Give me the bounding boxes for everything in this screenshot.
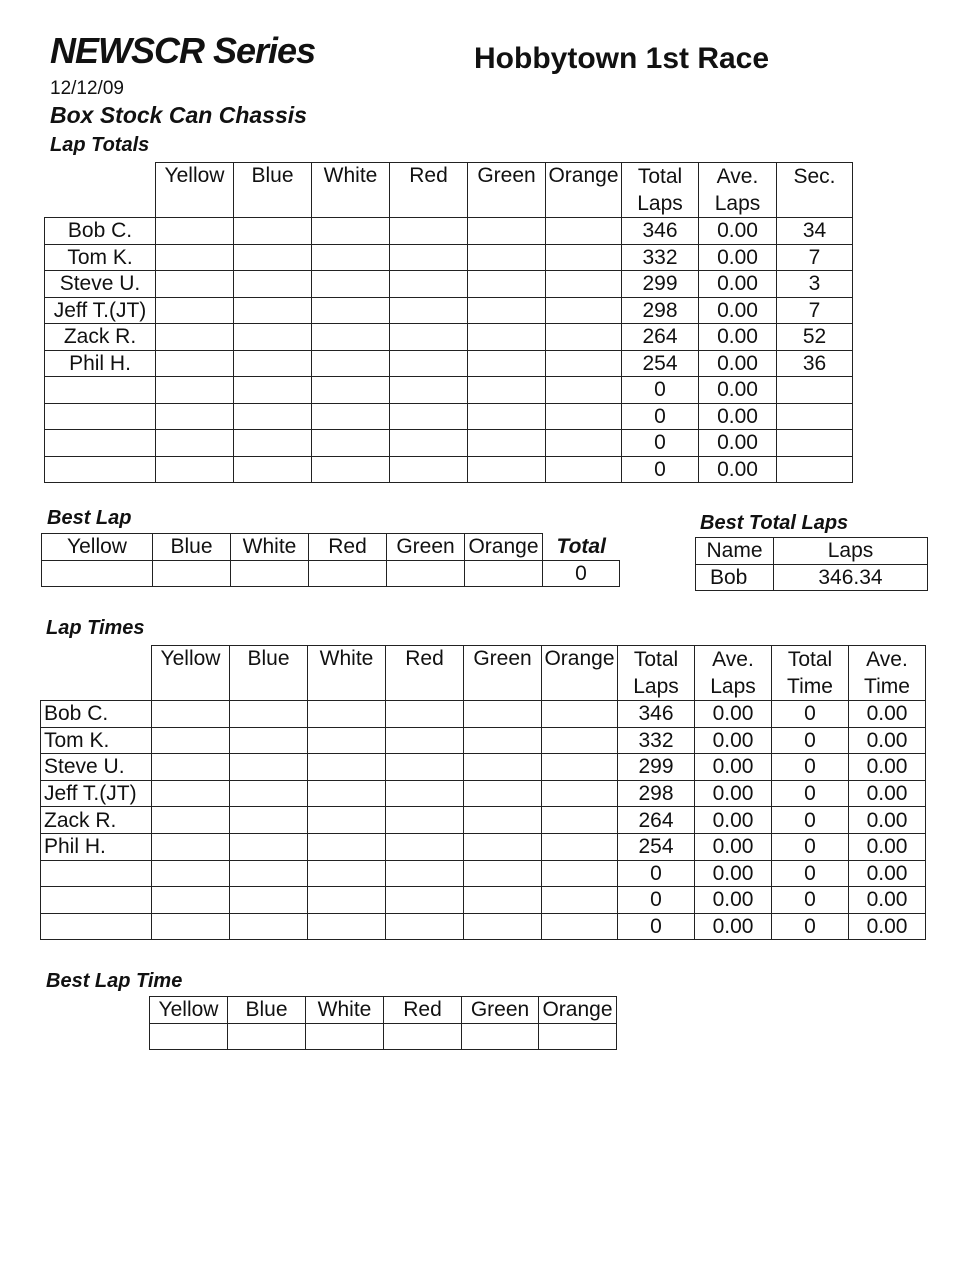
column-header-ave-laps: Ave. Laps bbox=[695, 646, 772, 701]
column-header-orange: Orange bbox=[546, 163, 622, 218]
color-lap-cell bbox=[234, 218, 312, 245]
column-header-orange: Orange bbox=[542, 646, 618, 701]
driver-name: Phil H. bbox=[45, 350, 156, 377]
ave-laps-cell: 0.00 bbox=[699, 403, 777, 430]
ave-laps-cell: 0.00 bbox=[695, 913, 772, 940]
column-header-ave-laps: Ave. Laps bbox=[699, 163, 777, 218]
color-time-cell bbox=[152, 780, 230, 807]
lap-totals-table bbox=[44, 162, 853, 483]
color-lap-cell bbox=[468, 350, 546, 377]
header-blank bbox=[41, 646, 152, 701]
color-time-cell bbox=[542, 887, 618, 914]
color-time-cell bbox=[542, 780, 618, 807]
color-time-cell bbox=[386, 727, 464, 754]
color-time-cell bbox=[308, 913, 386, 940]
color-lap-cell bbox=[390, 244, 468, 271]
table-row bbox=[45, 271, 853, 298]
total-time-cell: 0 bbox=[772, 833, 849, 860]
column-header-yellow: Yellow bbox=[150, 997, 228, 1024]
driver-name: Steve U. bbox=[45, 271, 156, 298]
color-lap-cell bbox=[234, 377, 312, 404]
color-time-cell bbox=[230, 807, 308, 834]
column-header-yellow: Yellow bbox=[42, 534, 153, 561]
total-time-cell: 0 bbox=[772, 913, 849, 940]
color-time-cell bbox=[230, 754, 308, 781]
sec-cell: 7 bbox=[777, 244, 853, 271]
sec-cell: 52 bbox=[777, 324, 853, 351]
ave-time-cell: 0.00 bbox=[849, 780, 926, 807]
color-lap-cell bbox=[546, 403, 622, 430]
total-time-cell: 0 bbox=[772, 807, 849, 834]
total-laps-cell: 0 bbox=[618, 860, 695, 887]
color-time-cell bbox=[464, 807, 542, 834]
color-lap-cell bbox=[234, 456, 312, 483]
color-lap-cell bbox=[234, 403, 312, 430]
lap-times-label: Lap Times bbox=[46, 617, 145, 639]
driver-name: Zack R. bbox=[45, 324, 156, 351]
color-time-cell bbox=[308, 860, 386, 887]
color-lap-cell bbox=[390, 324, 468, 351]
color-lap-cell bbox=[156, 350, 234, 377]
driver-name: Tom K. bbox=[45, 244, 156, 271]
column-header-orange: Orange bbox=[539, 997, 617, 1024]
color-lap-cell bbox=[156, 377, 234, 404]
color-time-cell bbox=[542, 754, 618, 781]
color-time-cell bbox=[386, 887, 464, 914]
color-time-cell bbox=[308, 701, 386, 728]
color-time-cell bbox=[308, 833, 386, 860]
best-lap-time-table bbox=[149, 996, 617, 1050]
color-lap-cell bbox=[390, 350, 468, 377]
color-lap-cell bbox=[156, 403, 234, 430]
ave-time-cell: 0.00 bbox=[849, 913, 926, 940]
best-lap-header-row bbox=[42, 534, 620, 561]
best-lap-value-row bbox=[42, 560, 620, 587]
color-time-cell bbox=[542, 913, 618, 940]
color-time-cell bbox=[542, 807, 618, 834]
color-time-cell bbox=[542, 701, 618, 728]
ave-laps-cell: 0.00 bbox=[695, 887, 772, 914]
column-header-red: Red bbox=[309, 534, 387, 561]
best-lap-cell bbox=[231, 560, 309, 587]
color-lap-cell bbox=[312, 324, 390, 351]
best-total-laps-header: Laps bbox=[774, 538, 928, 565]
best-lap-time-cell bbox=[150, 1023, 228, 1050]
driver-name bbox=[45, 403, 156, 430]
column-header-green: Green bbox=[468, 163, 546, 218]
best-lap-cell bbox=[387, 560, 465, 587]
total-laps-cell: 0 bbox=[618, 913, 695, 940]
color-lap-cell bbox=[390, 456, 468, 483]
color-lap-cell bbox=[546, 297, 622, 324]
color-time-cell bbox=[386, 913, 464, 940]
ave-laps-cell: 0.00 bbox=[699, 271, 777, 298]
sec-cell bbox=[777, 377, 853, 404]
color-lap-cell bbox=[468, 430, 546, 457]
color-lap-cell bbox=[390, 430, 468, 457]
color-time-cell bbox=[230, 913, 308, 940]
color-time-cell bbox=[230, 833, 308, 860]
color-time-cell bbox=[386, 860, 464, 887]
color-lap-cell bbox=[546, 456, 622, 483]
color-lap-cell bbox=[390, 218, 468, 245]
color-lap-cell bbox=[312, 218, 390, 245]
total-time-cell: 0 bbox=[772, 727, 849, 754]
best-total-name-header: Name bbox=[696, 538, 774, 565]
color-time-cell bbox=[152, 701, 230, 728]
color-lap-cell bbox=[234, 244, 312, 271]
total-laps-cell: 298 bbox=[622, 297, 699, 324]
color-time-cell bbox=[386, 754, 464, 781]
color-lap-cell bbox=[468, 218, 546, 245]
total-laps-cell: 0 bbox=[622, 430, 699, 457]
color-lap-cell bbox=[468, 297, 546, 324]
total-laps-cell: 299 bbox=[618, 754, 695, 781]
ave-laps-cell: 0.00 bbox=[699, 218, 777, 245]
ave-time-cell: 0.00 bbox=[849, 727, 926, 754]
driver-name: Bob C. bbox=[41, 701, 152, 728]
total-time-cell: 0 bbox=[772, 860, 849, 887]
color-lap-cell bbox=[156, 456, 234, 483]
column-header-total-time: Total Time bbox=[772, 646, 849, 701]
total-time-cell: 0 bbox=[772, 780, 849, 807]
ave-laps-cell: 0.00 bbox=[695, 780, 772, 807]
table-row bbox=[41, 913, 926, 940]
sec-cell bbox=[777, 430, 853, 457]
total-laps-cell: 254 bbox=[618, 833, 695, 860]
color-lap-cell bbox=[468, 244, 546, 271]
lap-totals-label: Lap Totals bbox=[50, 134, 150, 156]
color-time-cell bbox=[152, 807, 230, 834]
color-lap-cell bbox=[312, 350, 390, 377]
color-lap-cell bbox=[312, 430, 390, 457]
color-lap-cell bbox=[390, 403, 468, 430]
total-laps-cell: 254 bbox=[622, 350, 699, 377]
color-lap-cell bbox=[312, 403, 390, 430]
class-title: Box Stock Can Chassis bbox=[50, 102, 307, 128]
total-laps-cell: 298 bbox=[618, 780, 695, 807]
sec-cell: 36 bbox=[777, 350, 853, 377]
column-header-white: White bbox=[306, 997, 384, 1024]
color-lap-cell bbox=[156, 297, 234, 324]
sec-cell: 3 bbox=[777, 271, 853, 298]
color-lap-cell bbox=[156, 244, 234, 271]
total-label: Total bbox=[556, 535, 606, 559]
column-header-white: White bbox=[312, 163, 390, 218]
color-time-cell bbox=[464, 780, 542, 807]
total-laps-cell: 346 bbox=[618, 701, 695, 728]
color-lap-cell bbox=[234, 430, 312, 457]
color-lap-cell bbox=[546, 271, 622, 298]
total-laps-cell: 264 bbox=[622, 324, 699, 351]
color-time-cell bbox=[152, 913, 230, 940]
color-time-cell bbox=[542, 833, 618, 860]
best-lap-cell bbox=[309, 560, 387, 587]
color-time-cell bbox=[386, 807, 464, 834]
table-row bbox=[45, 350, 853, 377]
ave-laps-cell: 0.00 bbox=[695, 807, 772, 834]
table-row bbox=[41, 860, 926, 887]
best-lap-time-cell bbox=[462, 1023, 539, 1050]
best-lap-table bbox=[41, 533, 620, 587]
color-time-cell bbox=[308, 807, 386, 834]
ave-laps-cell: 0.00 bbox=[695, 754, 772, 781]
color-time-cell bbox=[152, 860, 230, 887]
table-row bbox=[41, 887, 926, 914]
column-header-total-laps: Total Laps bbox=[618, 646, 695, 701]
color-lap-cell bbox=[312, 377, 390, 404]
color-time-cell bbox=[230, 727, 308, 754]
column-header-sec: Sec. bbox=[777, 163, 853, 218]
best-lap-cell bbox=[465, 560, 543, 587]
color-lap-cell bbox=[468, 271, 546, 298]
ave-time-cell: 0.00 bbox=[849, 701, 926, 728]
column-header-green: Green bbox=[462, 997, 539, 1024]
color-lap-cell bbox=[234, 297, 312, 324]
series-title: NEWSCR Series bbox=[50, 30, 316, 71]
table-row bbox=[41, 727, 926, 754]
ave-laps-cell: 0.00 bbox=[699, 324, 777, 351]
column-header-red: Red bbox=[384, 997, 462, 1024]
ave-time-cell: 0.00 bbox=[849, 807, 926, 834]
driver-name bbox=[41, 913, 152, 940]
lap-totals-header-row bbox=[45, 163, 853, 218]
color-time-cell bbox=[542, 860, 618, 887]
ave-time-cell: 0.00 bbox=[849, 887, 926, 914]
driver-name: Phil H. bbox=[41, 833, 152, 860]
column-header-orange: Orange bbox=[465, 534, 543, 561]
driver-name: Steve U. bbox=[41, 754, 152, 781]
table-row bbox=[45, 377, 853, 404]
color-time-cell bbox=[230, 860, 308, 887]
color-time-cell bbox=[542, 727, 618, 754]
total-time-cell: 0 bbox=[772, 887, 849, 914]
best-lap-label: Best Lap bbox=[47, 507, 132, 529]
table-row bbox=[41, 754, 926, 781]
driver-name: Bob C. bbox=[45, 218, 156, 245]
color-time-cell bbox=[386, 780, 464, 807]
color-lap-cell bbox=[156, 271, 234, 298]
color-lap-cell bbox=[234, 271, 312, 298]
driver-name bbox=[41, 860, 152, 887]
color-lap-cell bbox=[546, 244, 622, 271]
column-header-yellow: Yellow bbox=[156, 163, 234, 218]
sec-cell bbox=[777, 456, 853, 483]
best-total-laps-label: Best Total Laps bbox=[700, 512, 849, 534]
best-total-laps-value: 346.34 bbox=[774, 564, 928, 591]
column-header-white: White bbox=[231, 534, 309, 561]
driver-name: Jeff T.(JT) bbox=[45, 297, 156, 324]
color-time-cell bbox=[152, 833, 230, 860]
best-lap-time-cell bbox=[539, 1023, 617, 1050]
color-lap-cell bbox=[468, 403, 546, 430]
color-lap-cell bbox=[546, 430, 622, 457]
color-time-cell bbox=[386, 701, 464, 728]
color-lap-cell bbox=[546, 377, 622, 404]
total-laps-cell: 0 bbox=[622, 377, 699, 404]
column-header-red: Red bbox=[390, 163, 468, 218]
column-header-total-laps: Total Laps bbox=[622, 163, 699, 218]
color-time-cell bbox=[230, 887, 308, 914]
color-time-cell bbox=[464, 701, 542, 728]
color-time-cell bbox=[464, 833, 542, 860]
lap-times-table bbox=[40, 645, 926, 940]
column-header-blue: Blue bbox=[230, 646, 308, 701]
color-time-cell bbox=[464, 887, 542, 914]
sec-cell: 34 bbox=[777, 218, 853, 245]
best-lap-cell bbox=[42, 560, 153, 587]
table-row bbox=[45, 403, 853, 430]
table-row bbox=[45, 430, 853, 457]
color-time-cell bbox=[464, 913, 542, 940]
best-total-laps-table bbox=[695, 537, 928, 591]
race-date: 12/12/09 bbox=[50, 78, 124, 99]
total-laps-cell: 0 bbox=[622, 456, 699, 483]
best-lap-time-cell bbox=[384, 1023, 462, 1050]
color-lap-cell bbox=[234, 324, 312, 351]
color-time-cell bbox=[230, 701, 308, 728]
table-row bbox=[45, 456, 853, 483]
ave-time-cell: 0.00 bbox=[849, 754, 926, 781]
driver-name bbox=[45, 377, 156, 404]
color-time-cell bbox=[152, 887, 230, 914]
ave-laps-cell: 0.00 bbox=[699, 430, 777, 457]
best-lap-time-cell bbox=[228, 1023, 306, 1050]
column-header-blue: Blue bbox=[153, 534, 231, 561]
color-lap-cell bbox=[156, 324, 234, 351]
column-header-ave-time: Ave. Time bbox=[849, 646, 926, 701]
color-time-cell bbox=[308, 780, 386, 807]
best-lap-time-value-row bbox=[150, 1023, 617, 1050]
table-row bbox=[41, 807, 926, 834]
ave-laps-cell: 0.00 bbox=[699, 297, 777, 324]
best-lap-time-cell bbox=[306, 1023, 384, 1050]
color-time-cell bbox=[464, 860, 542, 887]
ave-time-cell: 0.00 bbox=[849, 860, 926, 887]
color-lap-cell bbox=[156, 218, 234, 245]
table-row bbox=[45, 244, 853, 271]
best-lap-time-header-row bbox=[150, 997, 617, 1024]
color-lap-cell bbox=[390, 377, 468, 404]
column-header-green: Green bbox=[387, 534, 465, 561]
ave-laps-cell: 0.00 bbox=[695, 833, 772, 860]
best-total-name: Bob bbox=[696, 564, 774, 591]
table-row bbox=[41, 833, 926, 860]
total-laps-cell: 0 bbox=[618, 887, 695, 914]
color-time-cell bbox=[152, 754, 230, 781]
ave-time-cell: 0.00 bbox=[849, 833, 926, 860]
total-time-cell: 0 bbox=[772, 701, 849, 728]
sec-cell bbox=[777, 403, 853, 430]
race-title: Hobbytown 1st Race bbox=[474, 42, 770, 75]
color-time-cell bbox=[308, 727, 386, 754]
driver-name bbox=[41, 887, 152, 914]
color-lap-cell bbox=[312, 456, 390, 483]
sec-cell: 7 bbox=[777, 297, 853, 324]
color-time-cell bbox=[152, 727, 230, 754]
total-laps-cell: 264 bbox=[618, 807, 695, 834]
best-lap-time-label: Best Lap Time bbox=[46, 970, 183, 992]
driver-name: Jeff T.(JT) bbox=[41, 780, 152, 807]
color-lap-cell bbox=[312, 297, 390, 324]
color-time-cell bbox=[308, 887, 386, 914]
color-lap-cell bbox=[156, 430, 234, 457]
color-lap-cell bbox=[234, 350, 312, 377]
ave-laps-cell: 0.00 bbox=[699, 377, 777, 404]
best-lap-cell bbox=[153, 560, 231, 587]
column-header-yellow: Yellow bbox=[152, 646, 230, 701]
ave-laps-cell: 0.00 bbox=[695, 727, 772, 754]
driver-name bbox=[45, 430, 156, 457]
table-row bbox=[41, 701, 926, 728]
ave-laps-cell: 0.00 bbox=[695, 860, 772, 887]
color-lap-cell bbox=[546, 324, 622, 351]
column-header-blue: Blue bbox=[234, 163, 312, 218]
color-lap-cell bbox=[468, 324, 546, 351]
header-blank bbox=[45, 163, 156, 218]
table-row bbox=[45, 297, 853, 324]
column-header-blue: Blue bbox=[228, 997, 306, 1024]
best-lap-total: 0 bbox=[543, 560, 620, 587]
color-time-cell bbox=[464, 727, 542, 754]
total-laps-cell: 0 bbox=[622, 403, 699, 430]
ave-laps-cell: 0.00 bbox=[695, 701, 772, 728]
color-time-cell bbox=[386, 833, 464, 860]
total-laps-cell: 299 bbox=[622, 271, 699, 298]
driver-name bbox=[45, 456, 156, 483]
color-lap-cell bbox=[468, 377, 546, 404]
color-time-cell bbox=[308, 754, 386, 781]
table-row bbox=[45, 218, 853, 245]
color-lap-cell bbox=[390, 271, 468, 298]
ave-laps-cell: 0.00 bbox=[699, 456, 777, 483]
ave-laps-cell: 0.00 bbox=[699, 350, 777, 377]
color-lap-cell bbox=[312, 271, 390, 298]
total-laps-cell: 332 bbox=[618, 727, 695, 754]
ave-laps-cell: 0.00 bbox=[699, 244, 777, 271]
total-laps-cell: 346 bbox=[622, 218, 699, 245]
column-header-white: White bbox=[308, 646, 386, 701]
color-lap-cell bbox=[468, 456, 546, 483]
driver-name: Zack R. bbox=[41, 807, 152, 834]
lap-times-header-row bbox=[41, 646, 926, 701]
color-lap-cell bbox=[312, 244, 390, 271]
column-header-green: Green bbox=[464, 646, 542, 701]
table-row bbox=[45, 324, 853, 351]
color-time-cell bbox=[464, 754, 542, 781]
color-lap-cell bbox=[390, 297, 468, 324]
color-time-cell bbox=[230, 780, 308, 807]
driver-name: Tom K. bbox=[41, 727, 152, 754]
color-lap-cell bbox=[546, 218, 622, 245]
total-time-cell: 0 bbox=[772, 754, 849, 781]
total-laps-cell: 332 bbox=[622, 244, 699, 271]
table-row bbox=[41, 780, 926, 807]
color-lap-cell bbox=[546, 350, 622, 377]
column-header-red: Red bbox=[386, 646, 464, 701]
